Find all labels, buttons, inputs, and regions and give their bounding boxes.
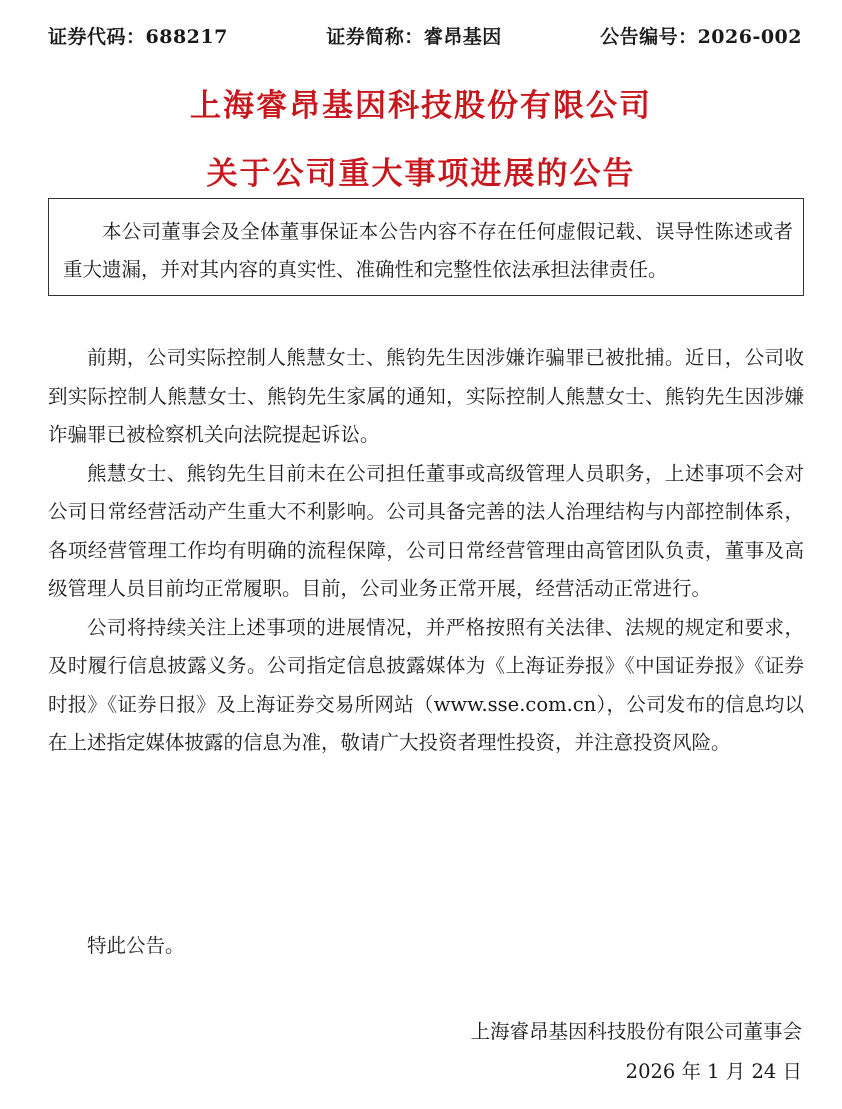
body-paragraph-1: 前期，公司实际控制人熊慧女士、熊钧先生因涉嫌诈骗罪已被批捕。近日，公司收到实际控制人熊慧女士、熊钧先生家属的通知，实际控制人熊慧女士、熊钧先生因涉嫌诈骗罪已被检察机关向法院提起诉讼。 <box>48 346 804 446</box>
company-title: 上海睿昂基因科技股份有限公司 <box>190 88 652 124</box>
announcement-number: 公告编号：2026-002 <box>600 25 802 48</box>
notice-text: 本公司董事会及全体董事保证本公告内容不存在任何虚假记载、误导性陈述或者重大遗漏，并对其内容的真实性、准确性和完整性依法承担法律责任。 <box>63 220 793 281</box>
announcement-body <box>48 339 804 763</box>
board-guarantee-notice <box>48 198 804 296</box>
body-paragraph-3: 公司将持续关注上述事项的进展情况，并严格按照有关法律、法规的规定和要求，及时履行信息披露义务。公司指定信息披露媒体为《上海证券报》《中国证券报》《证券时报》《证券日报》及上海证券交易所网站（www.sse.com.cn），公司发布的信息均以在上述指定媒体披露的信息为准，敬请广大投资者理性投资，并注意投资风险。 <box>48 615 804 754</box>
body-paragraph-2: 熊慧女士、熊钧先生目前未在公司担任董事或高级管理人员职务，上述事项不会对公司日常经营活动产生重大不利影响。公司具备完善的法人治理结构与内部控制体系，各项经营管理工作均有明确的流程保障，公司日常经营管理由高管团队负责，董事及高级管理人员目前均正常履职。目前，公司业务正常开展，经营活动正常进行。 <box>48 461 804 600</box>
signature-block <box>470 1012 802 1092</box>
signature-date: 2026 年 1 月 24 日 <box>625 1060 802 1083</box>
stock-code: 证券代码：688217 <box>48 25 228 48</box>
stock-name: 证券简称：睿昂基因 <box>326 25 502 48</box>
document-header <box>48 20 802 50</box>
announcement-title: 关于公司重大事项进展的公告 <box>206 156 636 192</box>
signature-company: 上海睿昂基因科技股份有限公司董事会 <box>470 1020 802 1043</box>
closing-statement: 特此公告。 <box>87 934 185 957</box>
